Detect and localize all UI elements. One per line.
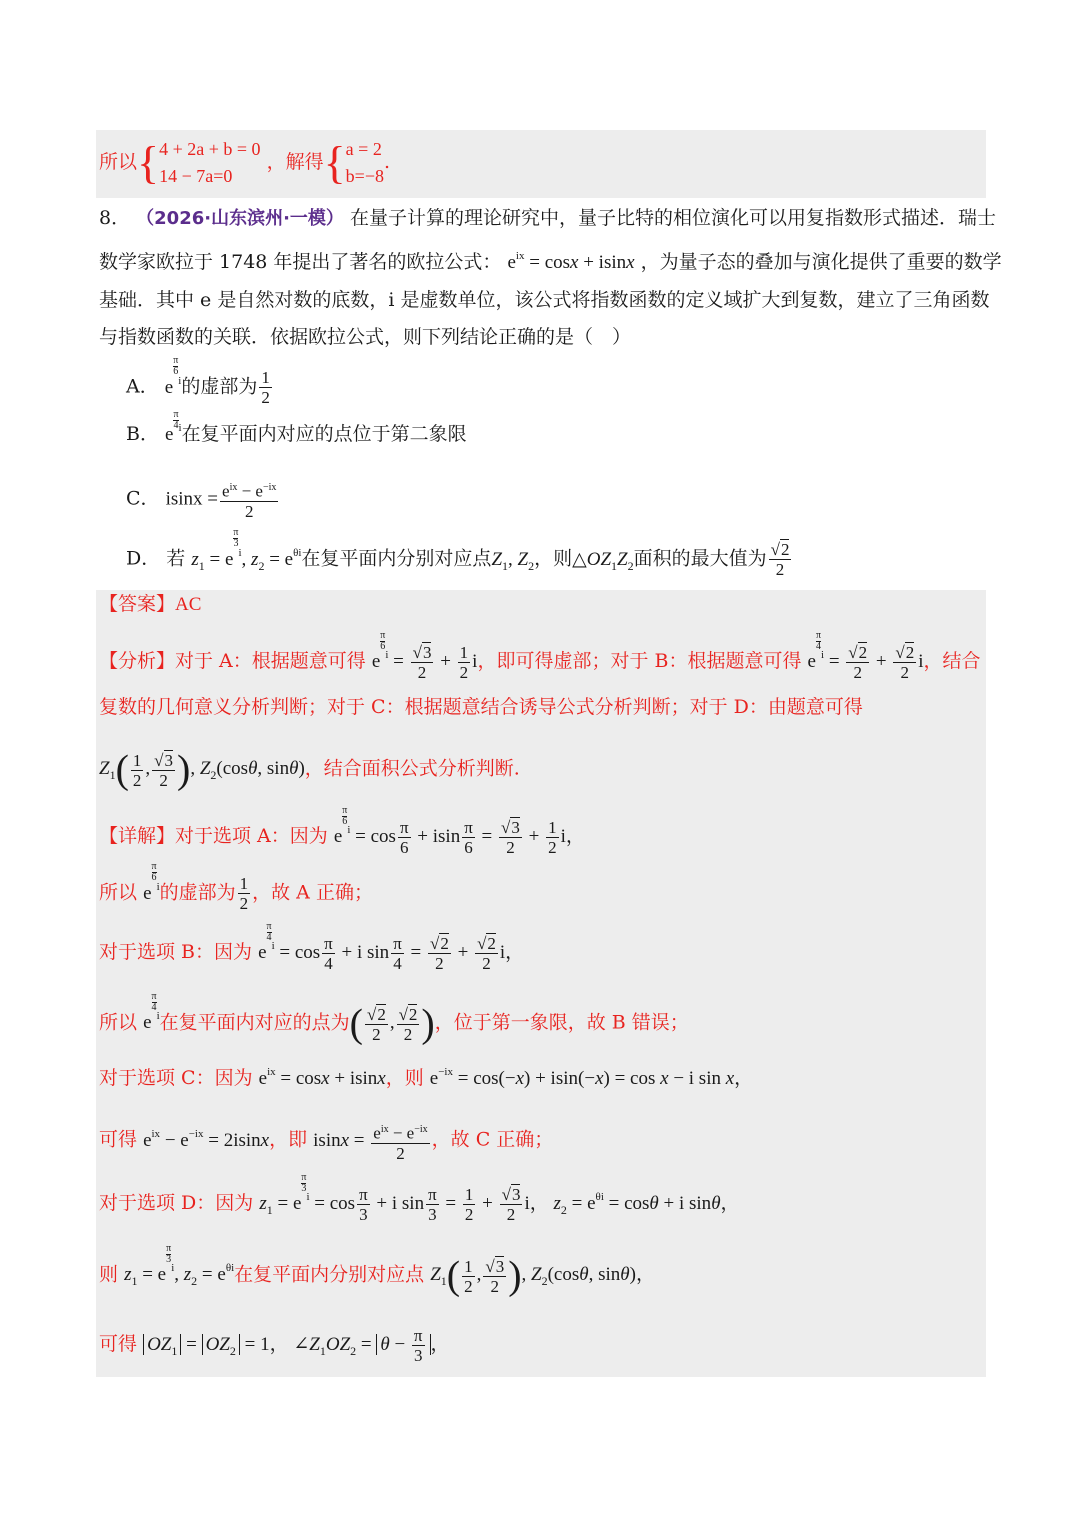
option-b: B． e $\frac{\pi}{4}$ $^i$在复平面内对应的点位于第二象限 [126, 409, 467, 445]
detail-a2-b: 的虚部为 [159, 881, 236, 904]
detail-c1-b: ，则 [385, 1067, 424, 1089]
detail-b2-c: ，位于第一象限，故 B 错误； [434, 1011, 689, 1034]
res2: b=−8 [345, 166, 384, 186]
text-mid: ，解得 [266, 151, 324, 173]
option-b-text: 在复平面内对应的点位于第二象限 [181, 423, 467, 445]
detail-c1-a: 对于选项 C：因为 [99, 1067, 253, 1089]
detail-line-c2: 可得 $e^{ix} - e^{-ix} = 2isinx$，即 isinx = $\frac{e^{ix} - e^{-ix}}{2}$ ，故 C 正确； [99, 1120, 553, 1163]
option-a-text: 的虚部为 [181, 375, 258, 398]
detail-b2-a: 所以 [99, 1011, 138, 1034]
question-text-2a: 数学家欧拉于 1748 年提出了著名的欧拉公式： [99, 251, 502, 273]
analysis-l2: 复数的几何意义分析判断；对于 C：根据题意结合诱导公式分析判断；对于 D：由题意可得 [99, 696, 863, 718]
question-text-1: 在量子计算的理论研究中，量子比特的相位演化可以用复指数形式描述．瑞士 [349, 207, 996, 229]
answer-value: AC [175, 594, 202, 615]
option-a: A． e $\frac{\pi}{6}$ $^i$的虚部为 $\frac{1}{2}$ [126, 355, 270, 407]
detail-d3: 可得 [99, 1332, 138, 1355]
question-text-4: 与指数函数的关联．依据欧拉公式，则下列结论正确的是（ ） [99, 326, 632, 348]
detail-line-d2: 则 $z_1 = e$ $\frac{\pi}{3}$ $^i$, $z_2 = e^{\theta i}$在复平面内分别对应点 $Z_1$( $\frac{1}{2}$ , $\frac{√3}{2}$ ), $Z_2(\cos\theta$, sinθ)， [99, 1243, 655, 1298]
analysis-l1-a: 对于 A：根据题意可得 [175, 649, 366, 672]
detail-label: 【详解】 [99, 824, 176, 847]
analysis-line-2 [99, 695, 863, 719]
detail-line-d1: 对于选项 D：因为 $z_1 = e$ $\frac{\pi}{3}$ $^i$ = cos $\frac{\pi}{3}$ + i sin $\frac{\pi}{3}$ = $\frac{1}{2}$ + $\frac{√3}{2}$ i， $z_2 = e^{\theta i} = \cos\theta + i$ sinθ， [99, 1172, 740, 1224]
detail-d1: 对于选项 D：因为 [99, 1191, 254, 1214]
option-d-text-1: 若 [166, 547, 186, 570]
eq1: 4 + 2a + b = 0 [159, 139, 261, 159]
analysis-l3: ，结合面积公式分析判断. [304, 757, 520, 780]
question-text-3: 基础．其中 e 是自然对数的底数，i 是虚数单位，该公式将指数函数的定义域扩大到复数，建立了三角函数 [99, 289, 990, 311]
detail-c2-a: 可得 [99, 1128, 138, 1151]
analysis-label: 【分析】 [99, 649, 176, 672]
analysis-l1-c: ，结合 [923, 649, 981, 672]
detail-d2-a: 则 [99, 1263, 119, 1286]
option-c: C． isinx = $\frac{e^{ix} - e^{-ix}}{2}$ [126, 478, 280, 521]
option-d-text-4: 面积的最大值为 [633, 547, 767, 570]
detail-line-b2: 所以 e $\frac{\pi}{4}$ $^i$在复平面内对应的点为( $\frac{√2}{2}$ , $\frac{√2}{2}$ )，位于第一象限，故 B 错误； [99, 991, 689, 1046]
analysis-l1-b: ，即可得虚部；对于 B：根据题意可得 [477, 649, 802, 672]
analysis-line-1: 【分析】对于 A：根据题意可得 e $\frac{\pi}{6}$ $^i$ = $\frac{√3}{2}$ + $\frac{1}{2}$ i，即可得虚部；对于 B：根据题意可得 e $\frac{\pi}{4}$ $^i$ = $\frac{√2}{2}$ + $\frac{√2}{2}$ i，结合 [99, 630, 981, 682]
detail-c2-c: ，故 C 正确； [431, 1128, 554, 1151]
option-c-label: C． [126, 487, 160, 510]
option-d-label: D． [126, 547, 161, 570]
detail-a2-c: ，故 A 正确； [252, 881, 373, 904]
detail-d2-b: 在复平面内分别对应点 [234, 1263, 425, 1286]
detail-line-a2: 所以 e $\frac{\pi}{6}$ $^i$的虚部为 $\frac{1}{2}$ ，故 A 正确； [99, 861, 373, 913]
option-d-text-2: 在复平面内分别对应点 [301, 547, 492, 570]
answer-label: 【答案】 [99, 593, 176, 615]
text-prefix: 所以 [99, 151, 138, 173]
question-number: 8． [99, 207, 131, 229]
text-end: . [383, 151, 391, 173]
euler-formula: $e^{ix} = \cos x + isinx$ [507, 250, 635, 273]
option-c-text: isinx = [165, 488, 219, 510]
res1: a = 2 [345, 139, 382, 159]
question-line-3 [99, 288, 989, 312]
detail-line-a1: 【详解】对于选项 A：因为 e $\frac{\pi}{6}$ $^i$ = cos $\frac{\pi}{6}$ + isin $\frac{\pi}{6}$ = $\frac{√3}{2}$ + $\frac{1}{2}$ i， [99, 805, 585, 857]
answer-line [99, 592, 201, 617]
detail-b2-b: 在复平面内对应的点为 [159, 1011, 350, 1034]
source-tag: （2026·山东滨州·一模） [136, 208, 344, 229]
option-d-text-3: ，则 [534, 547, 573, 570]
question-text-2b: ，为量子态的叠加与演化提供了重要的数学 [640, 251, 1002, 273]
eq2: 14 − 7a=0 [159, 166, 233, 186]
analysis-line-3: $Z_1$( $\frac{1}{2}$ , $\frac{√3}{2}$ ), $Z_2(\cos\theta$, sinθ)，结合面积公式分析判断. [99, 747, 520, 792]
detail-c2-b: ，即 [269, 1128, 308, 1151]
option-b-label: B． [126, 423, 159, 445]
detail-line-d3: 可得 $OZ_1 = OZ_2 = 1$， $\angle Z_1OZ_2 = \theta$ − $\frac{\pi}{3}$ ， [99, 1326, 450, 1365]
solution-7-system: 所以{ 4 + 2a + b = 0 14 − 7a=0 ，解得{ a = 2 b=−8 . [99, 137, 391, 188]
detail-b1: 对于选项 B：因为 [99, 940, 253, 963]
detail-line-c1: 对于选项 C：因为 $e^{ix} = \cos x + isinx$，则 $e^{-ix} = \cos(-x) + isin(-x) = \cos x - i$ sin x， [99, 1066, 754, 1089]
option-a-label: A． [126, 375, 159, 398]
question-line-2 [99, 250, 1002, 277]
question-line-4 [99, 325, 631, 349]
detail-a1: 对于选项 A：因为 [175, 824, 328, 847]
detail-line-b1: 对于选项 B：因为 e $\frac{\pi}{4}$ $^i$ = cos $\frac{\pi}{4}$ + i sin $\frac{\pi}{4}$ = $\frac{√2}{2}$ + $\frac{√2}{2}$ i， [99, 921, 525, 973]
question-line-1 [99, 206, 996, 231]
detail-a2-a: 所以 [99, 881, 138, 904]
option-d: D． 若 $z_1 = e$ $\frac{\pi}{3}$ $^i$, $z_2 = e^{\theta i}$在复平面内分别对应点$Z_1$, $Z_2$，则$\triangle OZ_1Z_2$面积的最大值为 $\frac{√2}{2}$ [126, 527, 790, 579]
